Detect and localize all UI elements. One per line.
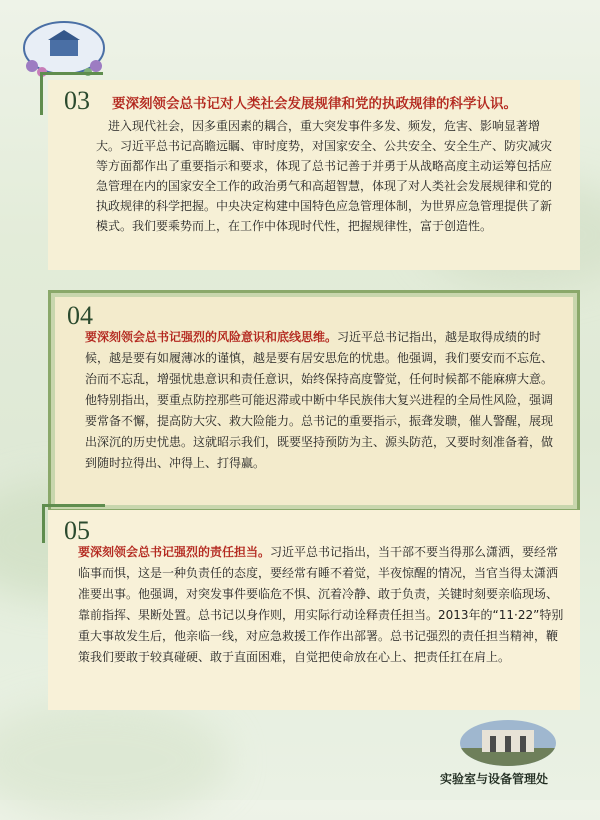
section-number: 04 [67, 301, 93, 330]
background-mist [0, 700, 230, 820]
section-05 [48, 510, 580, 710]
section-title: 要深刻领会总书记对人类社会发展规律和党的执政规律的科学认识。 [112, 96, 517, 112]
section-number: 05 [64, 516, 90, 545]
section-text: 习近平总书记指出，当干部不要当得那么潇洒，要经常临事而惧，这是一种负责任的态度，要经常有睡不着觉，半夜惊醒的情况，当官当得太潇洒准要出事。他强调，对突发事件要临危不惧、沉着冷静、敢于负责，关键时刻要亲临现场、靠前指挥、果断处置。总书记以身作则，用实际行动诠释责任担当。2013年的“11·22”特别重大事故发生后，他亲临一线，对应急救援工作作出部署。总书记强烈的责任担当精神，鞭策我们要敢于较真碰硬、敢于直面困难，自觉把使命放在心上、把责任扛在肩上。 [78, 545, 564, 664]
department-name: 实验室与设备管理处 [440, 772, 549, 786]
section-04 [48, 290, 580, 512]
section-body [78, 542, 564, 668]
section-03 [48, 80, 580, 270]
campus-gate-photo [460, 720, 556, 766]
section-body: 进入现代社会，因多重因素的耦合，重大突发事件多发、频发，危害、影响显著增大。习近平总书记高瞻远瞩、审时度势，对国家安全、公共安全、安全生产、防灾减灾等方面都作出了重要指示和要求，体现了总书记善于并勇于从战略高度主动运筹包括应急管理在内的国家安全工作的政治勇气和高超智慧，体现了对人类社会发展规律和党的执政规律的科学把握。中央决定构建中国特色应急管理体制，为世界应急管理提供了新模式。我们要乘势而上，在工作中体现时代性，把握规律性，富于创造性。 [96, 119, 553, 233]
section-number: 03 [64, 86, 90, 115]
section-highlight: 要深刻领会总书记强烈的责任担当。 [78, 545, 271, 559]
section-text: 习近平总书记指出，越是取得成绩的时候，越是要有如履薄冰的谨慎，越是要有居安思危的忧患。他强调，我们要安而不忘危、治而不忘乱，增强忧患意识和责任意识，始终保持高度警觉，任何时候都不能麻痹大意。他特别指出，要重点防控那些可能迟滞或中断中华民族伟大复兴进程的全局性风险，强调要常备不懈，提高防大灾、救大险能力。总书记的重要指示，振聋发聩，催人警醒，展现出深沉的历史忧患。这就昭示我们，既要坚持预防为主、源头防范，又要时刻准备着，做到随时拉得出、冲得上、打得赢。 [85, 330, 554, 470]
university-logo [18, 14, 110, 80]
section-highlight: 要深刻领会总书记强烈的风险意识和底线思维。 [85, 330, 338, 344]
section-body [85, 327, 561, 474]
